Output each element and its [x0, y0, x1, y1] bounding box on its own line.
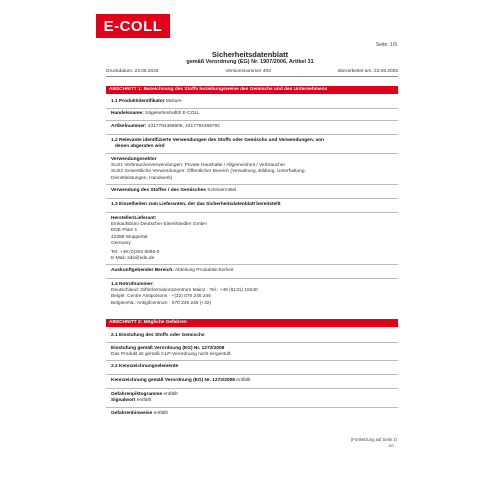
- supplier-details-heading: [111, 202, 398, 208]
- divider: [106, 342, 398, 343]
- classification-label: Einstufung gemäß Verordnung (EG) Nr. 1272/2008: [111, 346, 225, 351]
- company-logo: E-COLL: [96, 14, 170, 38]
- pictogram-signal-block: [111, 392, 398, 404]
- article-number: [111, 124, 398, 130]
- product-identifier: [111, 99, 398, 105]
- manufacturer-email: E-Mail: sds@ede.de: [111, 256, 155, 262]
- classification-value: Das Produkt ist gemäß CLP-Verordnung nicht eingestuft.: [111, 352, 232, 358]
- divider: [106, 374, 398, 375]
- version-number: Versionsnummer 403: [225, 69, 271, 74]
- classification-block: [111, 346, 398, 358]
- emergency-nl: Belgien/NL: Antigifcentrum · 070 245 245 (+32): [111, 300, 212, 306]
- use-value: Schmiermittel: [205, 188, 237, 193]
- su22-line-cont: Dienstleistungen, Handwerk): [111, 175, 173, 181]
- use-sector: [111, 157, 398, 182]
- manufacturer-name: Einkaufsbüro Deutscher Eisenhändler GmbH: [111, 222, 207, 228]
- trade-name-label: Handelsname:: [111, 111, 144, 116]
- use-label: Verwendung des Stoffes / des Gemisches: [111, 188, 206, 193]
- divider: [106, 212, 398, 213]
- print-date: Druckdatum: 23.06.2025: [106, 69, 159, 74]
- document-meta-row: [106, 69, 398, 77]
- emergency-de: Deutschland: Giftinformationszentrum Mainz · Tel.: +49 (6131) 19240: [111, 288, 258, 294]
- manufacturer-street: EDE-Platz 1: [111, 228, 138, 234]
- su21-line: SU21 Verbraucherverwendungen: Private Haushalte / Allgemeinheit / Verbraucher: [111, 163, 286, 169]
- labelling-rule: [111, 378, 398, 384]
- s11-heading: 1.1 Produktidentifikator: [111, 99, 165, 104]
- document-subtitle: gemäß Verordnung (EG) Nr. 1907/2006, Artikel 31: [186, 59, 314, 65]
- section-1-header: ABSCHNITT 1: Bezeichnung des Stoffs beziehungsweise des Gemischs und des Unternehmens: [106, 86, 398, 94]
- manufacturer-city: 42389 Wuppertal: [111, 234, 148, 240]
- divider: [106, 360, 398, 361]
- page-number: Seite: 1/9: [375, 42, 397, 48]
- sector-label: Verwendungssektor: [111, 157, 157, 162]
- manufacturer-country: Germany: [111, 240, 131, 246]
- divider: [106, 120, 398, 121]
- s13-heading: 1.3 Einzelheiten zum Lieferanten, der das Sicherheitsdatenblatt bereitstellt: [111, 202, 281, 207]
- divider: [106, 388, 398, 389]
- divider: [106, 153, 398, 154]
- emergency-block: [111, 282, 398, 307]
- hazard-statements: [111, 411, 398, 417]
- divider: [106, 264, 398, 265]
- label-elements-heading: [111, 364, 398, 370]
- manufacturer-label: Hersteller/Lieferant:: [111, 216, 157, 221]
- s11-value: Mixture: [164, 99, 182, 104]
- divider: [106, 134, 398, 135]
- divider: [106, 108, 398, 109]
- language-code: DE: [388, 443, 394, 448]
- manufacturer-phone: Tel: +49 (0)202 6096-0: [111, 250, 160, 256]
- article-number-value: 4317784369805, 4317784369792: [146, 124, 220, 129]
- s21-heading: 2.1 Einstufung des Stoffs oder Gemischs: [111, 333, 205, 338]
- substance-use: [111, 188, 398, 194]
- info-label: Auskunftgebender Bereich:: [111, 268, 174, 273]
- divider: [106, 278, 398, 279]
- hazard-value: entfällt: [152, 411, 168, 416]
- continued-note: (Fortsetzung auf Seite 2): [350, 437, 397, 442]
- divider: [106, 407, 398, 408]
- pictogram-label: Gefahrenpiktogramme: [111, 392, 163, 397]
- emergency-be: België: Centre Antipoisons · +(32) 070 245 245: [111, 294, 211, 300]
- manufacturer-block: [111, 216, 398, 262]
- labelling-rule-value: entfällt: [234, 378, 251, 383]
- hazard-label: Gefahrenhinweise: [111, 411, 153, 416]
- classification-heading: [111, 333, 398, 339]
- s12-heading-line2: denen abgeraten wird: [115, 144, 165, 150]
- section-2-header: ABSCHNITT 2: Mögliche Gefahren: [106, 319, 398, 327]
- document-title: Sicherheitsdatenblatt: [211, 50, 289, 59]
- relevant-uses: [111, 138, 398, 150]
- information-department: [111, 268, 398, 274]
- divider: [106, 198, 398, 199]
- trade-name: [111, 111, 398, 117]
- signal-word-label: Signalwort: [111, 398, 136, 404]
- revision-date: überarbeitet am: 23.06.2025: [337, 69, 398, 74]
- signal-word-value: entfällt: [135, 398, 151, 404]
- s12-heading-line1: 1.2 Relevante identifizierte Verwendungen des Stoffs oder Gemischs und Verwendungen, von: [111, 138, 324, 143]
- s22-heading: 2.2 Kennzeichnungselemente: [111, 364, 179, 369]
- su22-line: SU22 Gewerbliche Verwendungen: Öffentlicher Bereich (Verwaltung, Bildung, Unterhaltung,: [111, 169, 306, 175]
- trade-name-value: Sägekettenhaftöl E-COLL: [143, 111, 200, 116]
- article-number-label: Artikelnummer:: [111, 124, 147, 129]
- pictogram-value: entfällt: [162, 392, 178, 397]
- s14-heading: 1.4 Notrufnummer:: [111, 282, 154, 287]
- labelling-rule-label: Kennzeichnung gemäß Verordnung (EG) Nr. 1272/2008: [111, 378, 235, 383]
- divider: [106, 184, 398, 185]
- info-value: Abteilung Produktsicherheit: [173, 268, 234, 273]
